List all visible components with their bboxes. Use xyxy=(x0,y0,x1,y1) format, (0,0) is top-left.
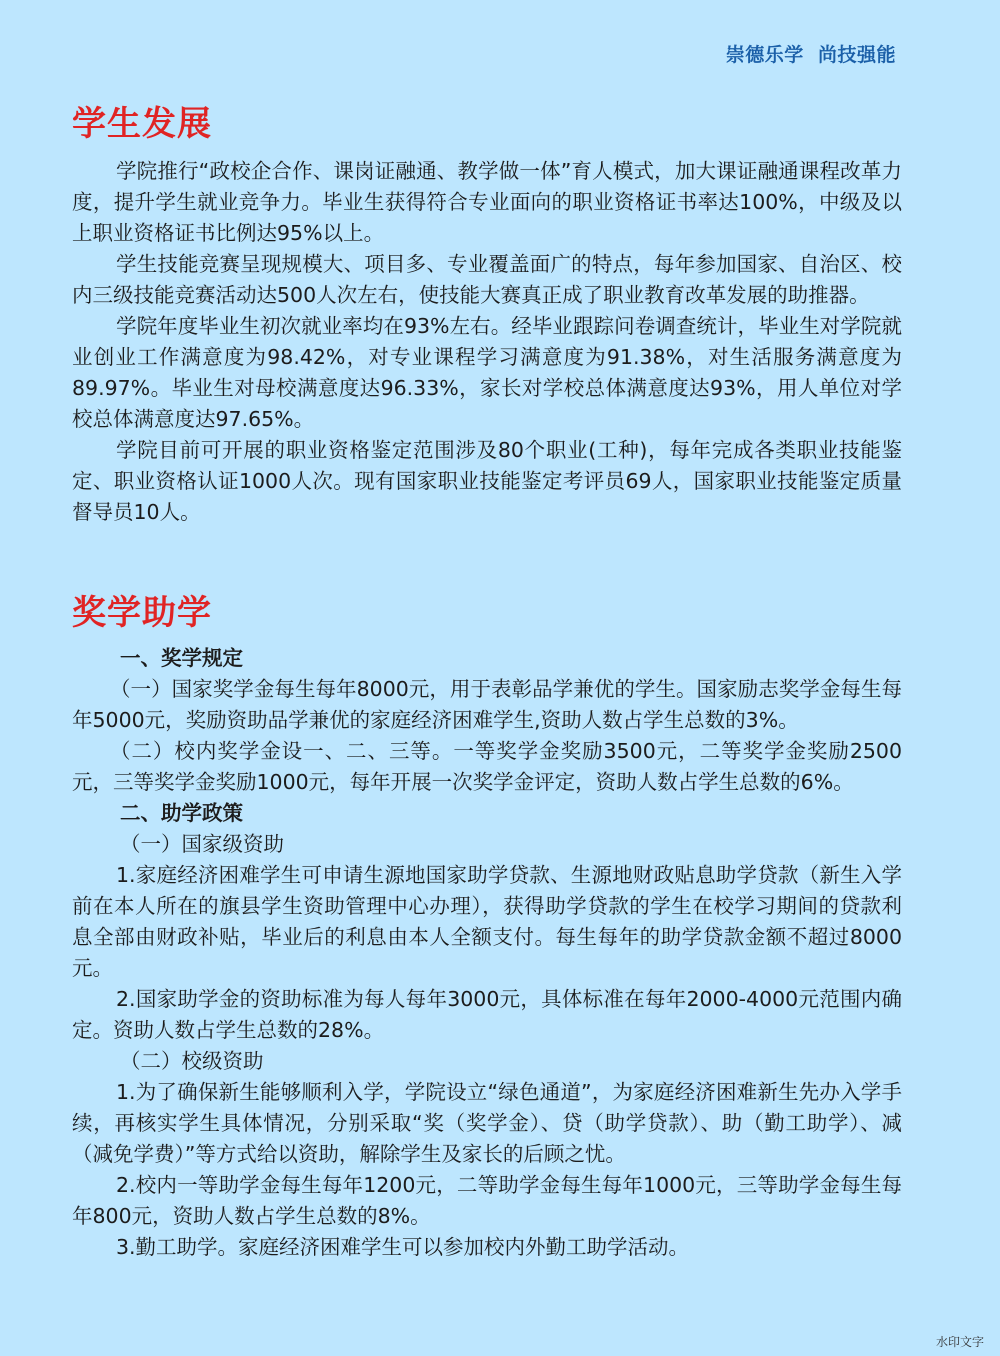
section-title-scholarships: 奖学助学 xyxy=(72,593,212,633)
scholarships-body xyxy=(72,643,902,1263)
national-aid-item-grant: 2.国家助学金的资助标准为每人每年3000元，具体标准在每年2000-4000元范围内确定。资助人数占学生总数的28%。 xyxy=(72,987,902,1042)
school-aid-item-grants: 2.校内一等助学金每生每年1200元，二等助学金每生每年1000元，三等助学金每生每年800元，资助人数占学生总数的8%。 xyxy=(72,1173,902,1228)
paragraph-qualification-appraisal: 学院目前可开展的职业资格鉴定范围涉及80个职业(工种)，每年完成各类职业技能鉴定、职业资格认证1000人次。现有国家职业技能鉴定考评员69人，国家职业技能鉴定质量督导员10人。 xyxy=(72,438,902,524)
school-aid-item-work-study: 3.勤工助学。家庭经济困难学生可以参加校内外勤工助学活动。 xyxy=(116,1235,690,1259)
paragraph-education-model: 学院推行“政校企合作、课岗证融通、教学做一体”育人模式，加大课证融通课程改革力度，提升学生就业竞争力。毕业生获得符合专业面向的职业资格证书率达100%，中级及以上职业资格证书比例达95%以上。 xyxy=(72,159,902,245)
header-slogan: 崇德乐学 尚技强能 xyxy=(725,44,896,66)
paragraph-skills-competition: 学生技能竞赛呈现规模大、项目多、专业覆盖面广的特点，每年参加国家、自治区、校内三级技能竞赛活动达500人次左右，使技能大赛真正成了职业教育改革发展的助推器。 xyxy=(72,252,902,307)
school-aid-item-green-channel: 1.为了确保新生能够顺利入学，学院设立“绿色通道”，为家庭经济困难新生先办入学手续，再核实学生具体情况，分别采取“奖（奖学金）、贷（助学贷款）、助（勤工助学）、减（减免学费）”等方式给以资助，解除学生及家长的后顾之忧。 xyxy=(72,1080,902,1166)
heading-school-aid: （二）校级资助 xyxy=(120,1049,264,1073)
paragraph-employment-rate: 学院年度毕业生初次就业率均在93%左右。经毕业跟踪问卷调查统计，毕业生对学院就业创业工作满意度为98.42%，对专业课程学习满意度为91.38%，对生活服务满意度为89.97%。毕业生对母校满意度达96.33%，家长对学校总体满意度达93%，用人单位对学校总体满意度达97.65%。 xyxy=(72,314,902,431)
student-development-body xyxy=(72,156,902,528)
national-aid-item-loans: 1.家庭经济困难学生可申请生源地国家助学贷款、生源地财政贴息助学贷款（新生入学前在本人所在的旗县学生资助管理中心办理），获得助学贷款的学生在校学习期间的贷款利息全部由财政补贴，毕业后的利息由本人全额支付。每生每年的助学贷款金额不超过8000元。 xyxy=(72,863,902,980)
scholarship-item-national: （一）国家奖学金每生每年8000元，用于表彰品学兼优的学生。国家励志奖学金每生每年5000元，奖励资助品学兼优的家庭经济困难学生,资助人数占学生总数的3%。 xyxy=(72,677,902,732)
heading-national-aid: （一）国家级资助 xyxy=(120,832,284,856)
heading-financial-aid-policy: 二、助学政策 xyxy=(120,801,243,825)
scholarship-item-school: （二）校内奖学金设一、二、三等。一等奖学金奖励3500元，二等奖学金奖励2500元，三等奖学金奖励1000元，每年开展一次奖学金评定，资助人数占学生总数的6%。 xyxy=(72,739,902,794)
section-title-student-development: 学生发展 xyxy=(72,104,212,144)
watermark-text: 水印文字 xyxy=(935,1335,984,1349)
heading-scholarship-rules: 一、奖学规定 xyxy=(120,646,243,670)
